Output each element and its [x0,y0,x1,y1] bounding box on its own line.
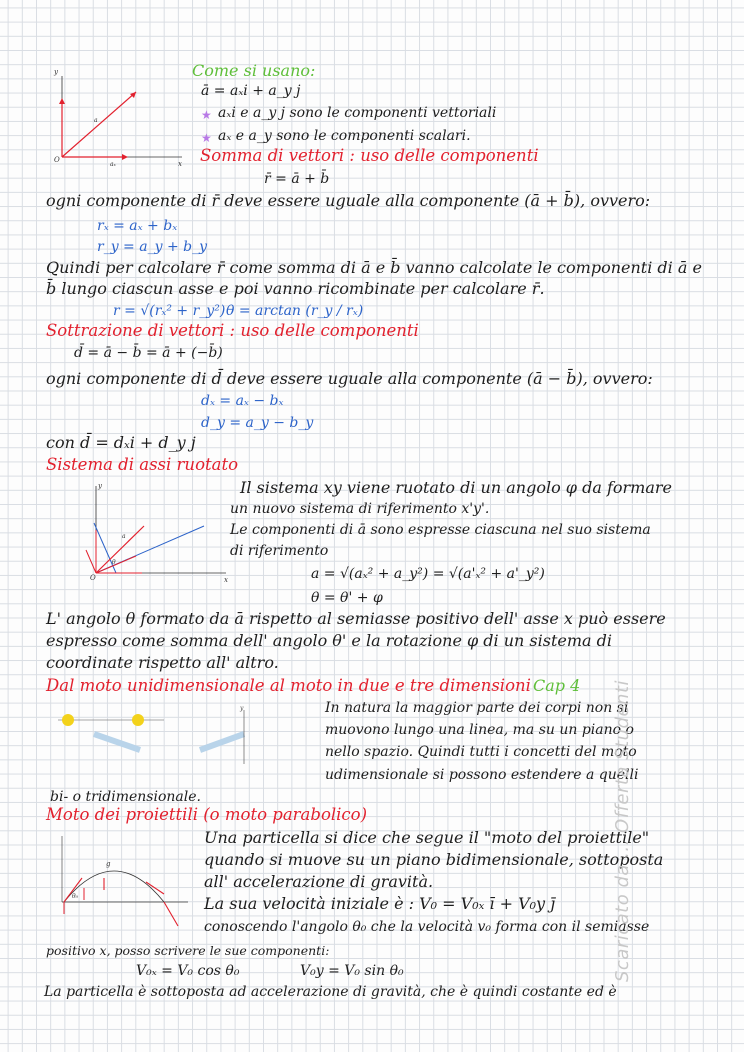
ruotato-f2: θ = θ' + φ [311,590,383,606]
ruotato-p1: Il sistema xy viene ruotato di un angolo φ da formare [240,478,672,497]
somma-modulus: r = √(rₓ² + r_y²) [113,303,226,319]
svg-text:y: y [98,482,102,490]
svg-text:y: y [240,705,244,712]
proiettili-p2: quando si muove su un piano bidimensionale, sottoposta [204,850,664,869]
watermark: Scaricato da ... Offerta Studenti [612,679,633,982]
proiettili-p7: La particella è sottoposta ad accelerazione di gravità, che è quindi costante ed è [44,984,617,1000]
somma-text-2: Quindi per calcolare r̄ come somma di ā e b̄ vanno calcolate le componenti di ā e [46,258,702,277]
sottrazione-dx: dₓ = aₓ − bₓ [201,393,284,409]
components-vectorial: aₓi e a_y j sono le componenti vettoriali [218,105,497,121]
somma-formula: r̄ = ā + b̄ [264,171,330,187]
star-icon: ★ [201,108,212,122]
svg-text:g: g [106,860,111,868]
svg-text:aₓ: aₓ [110,161,116,168]
come-si-usano-title: Come si usano: [192,61,316,80]
moto-p3: nello spazio. Quindi tutti i concetti del moto [325,744,637,760]
svg-text:x: x [178,160,182,168]
sottrazione-text-2: con d̄ = dₓi + d_y j [46,433,196,452]
star-icon: ★ [201,131,212,145]
somma-text-1: ogni componente di r̄ deve essere uguale alla componente (ā + b̄), ovvero: [46,191,651,210]
svg-text:θ: θ [112,559,116,566]
proiettili-f1: V₀ₓ = V₀ cos θ₀ [136,963,240,979]
svg-text:O: O [54,156,60,164]
cap-label: Cap 4 [533,676,581,695]
vector-components-diagram [50,62,190,172]
ruotato-t2: espresso come somma dell' angolo θ' e la rotazione φ di un sistema di [46,631,613,650]
ruotato-p2: un nuovo sistema di riferimento x'y'. [230,501,490,517]
svg-text:y: y [54,68,58,76]
proiettili-p6: positivo x, posso scrivere le sue componenti: [46,943,330,958]
proiettili-p5: conoscendo l'angolo θ₀ che la velocità v₀ forma con il semiasse [204,919,650,935]
moto-title: Dal moto unidimensionale al moto in due e tre dimensioni [46,676,531,695]
somma-rx: rₓ = aₓ + bₓ [97,218,178,234]
svg-text:θ₀: θ₀ [72,893,79,900]
vector-formula: ā = aₓi + a_y j [201,83,301,99]
moto-p2: muovono lungo una linea, ma su un piano o [325,722,634,738]
somma-title: Somma di vettori : uso delle componenti [200,146,539,165]
projectile-diagram [54,830,194,940]
ruotato-t1: L' angolo θ formato da ā rispetto al semiasse positivo dell' asse x può essere [46,609,666,628]
somma-angle: θ = arctan (r_y / rₓ) [226,303,364,319]
components-scalar: aₓ e a_y sono le componenti scalari. [218,128,471,144]
proiettili-f2: V₀y = V₀ sin θ₀ [300,963,404,979]
svg-text:a: a [122,533,126,540]
somma-text-3: b̄ lungo ciascun asse e poi vanno ricombinate per calcolare r̄. [46,279,545,298]
proiettili-p3: all' accelerazione di gravità. [204,872,434,891]
moto-p5: bi- o tridimensionale. [50,789,201,805]
sottrazione-dy: d_y = a_y − b_y [201,415,314,431]
proiettili-p1: Una particella si dice che segue il "moto del proiettile" [204,828,650,847]
sottrazione-formula: d̄ = ā − b̄ = ā + (−b̄) [74,345,223,361]
moto-p1: In natura la maggior parte dei corpi non si [325,700,629,716]
proiettili-p4: La sua velocità iniziale è : V₀ = V₀ₓ ī + V₀y j̄ [204,894,556,913]
somma-ry: r_y = a_y + b_y [97,239,207,255]
moto-p4: udimensionale si possono estendere a quelli [325,767,639,783]
motion-1d-2d-diagram [54,704,304,784]
svg-text:x: x [224,576,228,584]
proiettili-title: Moto dei proiettili (o moto parabolico) [46,805,368,824]
rotated-axes-diagram [76,478,236,588]
sottrazione-title: Sottrazione di vettori : uso delle componenti [46,321,419,340]
ruotato-title: Sistema di assi ruotato [46,455,239,474]
sottrazione-text-1: ogni componente di d̄ deve essere uguale alla componente (ā − b̄), ovvero: [46,369,653,388]
ruotato-f1: a = √(aₓ² + a_y²) = √(a'ₓ² + a'_y²) [311,566,545,582]
ruotato-p3: Le componenti di ā sono espresse ciascuna nel suo sistema [230,522,651,538]
svg-text:a: a [94,117,98,124]
ruotato-t3: coordinate rispetto all' altro. [46,653,279,672]
ruotato-p4: di riferimento [230,543,329,559]
svg-text:O: O [90,574,96,582]
